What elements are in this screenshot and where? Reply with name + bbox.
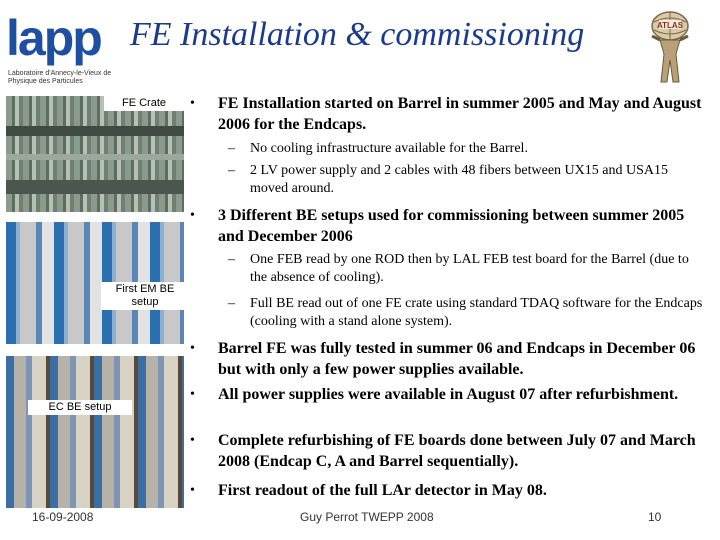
atlas-logo-text: ATLAS [656,21,684,30]
bullet-marker: • [190,208,195,223]
sub-bullet-full-be: Full BE read out of one FE crate using standard TDAQ software for the Endcaps (cooling with a stand alone system). [250,296,703,329]
bullet-marker: • [190,341,195,356]
bullet-marker: • [190,433,195,448]
footer-date: 16-09-2008 [32,510,94,524]
ec-be-setup-caption: EC BE setup [28,400,132,415]
bullet-marker: • [190,483,195,498]
bullet-power-supplies: All power supplies were available in August 07 after refurbishment. [218,386,679,403]
dash-marker: – [228,163,235,178]
fe-crate-caption: FE Crate [104,96,184,111]
ec-be-setup-photo [6,356,184,508]
sub-bullet-one-feb: One FEB read by one ROD then by LAL FEB test board for the Barrel (due to the absence of cooling). [250,252,689,285]
lapp-logo-text: lapp [6,10,101,66]
dash-marker: – [228,141,235,156]
bullet-marker: • [190,387,195,402]
sub-bullet-no-cooling: No cooling infrastructure available for the Barrel. [250,141,528,156]
lapp-logo [6,10,111,96]
bullet-refurbishing: Complete refurbishing of FE boards done between July 07 and March 2008 (Endcap C, A and Barrel sequentially). [218,432,696,470]
bullet-be-setups: 3 Different BE setups used for commissioning between summer 2005 and December 2006 [218,207,685,245]
bullet-marker: • [190,96,195,111]
sub-bullet-lv-power: 2 LV power supply and 2 cables with 48 fibers between UX15 and USA15 moved around. [250,163,668,196]
atlas-logo [646,6,694,86]
bullet-fe-installation: FE Installation started on Barrel in summer 2005 and May and August 2006 for the Endcaps. [218,95,702,133]
bullet-barrel-tested: Barrel FE was fully tested in summer 06 and Endcaps in December 06 but with only a few power supplies available. [218,340,696,378]
footer-author: Guy Perrot TWEPP 2008 [300,510,434,524]
dash-marker: – [228,296,235,311]
lapp-logo-subtitle: Laboratoire d'Annecy-le-Vieux de Physique des Particules [8,70,112,85]
page-number: 10 [648,510,662,524]
bullet-first-readout: First readout of the full LAr detector in May 08. [218,482,547,499]
fe-crate-photo [6,96,184,212]
dash-marker: – [228,252,235,267]
slide-title: FE Installation & commissioning [130,16,585,53]
first-em-be-setup-caption: First EM BE setup [101,282,189,310]
